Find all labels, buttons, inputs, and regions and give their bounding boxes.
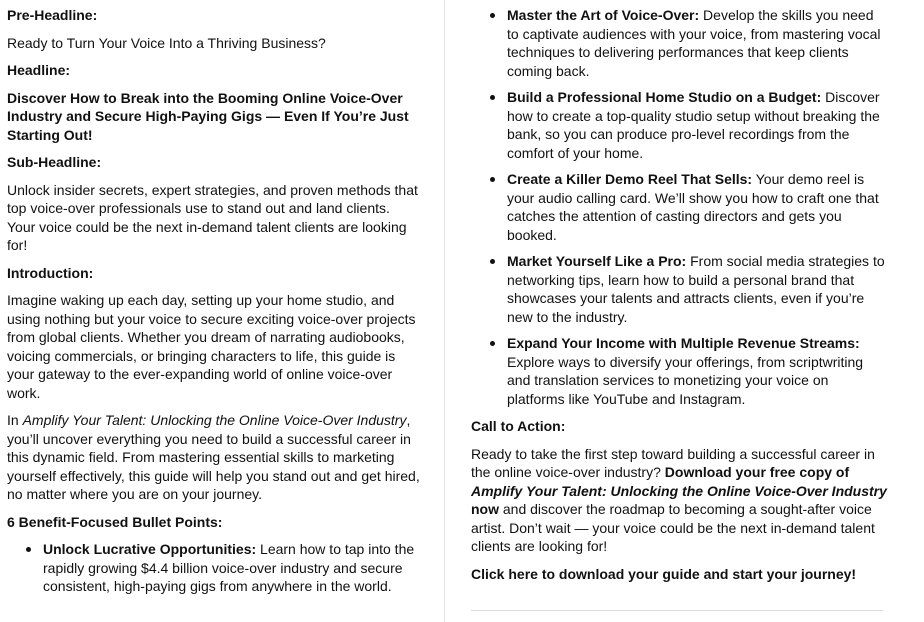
introduction-text: Imagine waking up each day, setting up your home studio, and using nothing but your voice to secure exciting voice-over projects from global clients. Whether you dream of narrating audiobooks, voicing commercials, or bringing characters to life, this guide is your gateway to the ever-expanding world of online voice-over work. — [7, 292, 416, 401]
introduction-paragraph-2 — [7, 411, 421, 504]
bullets-label: 6 Benefit-Focused Bullet Points: — [7, 513, 223, 530]
intro2-suffix: , you’ll uncover everything you need to build a successful career in this dynamic field. From mastering essential skills to marketing yourself effectively, this guide will help you stand out and get hired, no matter where you are on your journey. — [7, 412, 420, 502]
call-to-action-label: Call to Action: — [471, 418, 566, 434]
bullet-text: Your demo reel is your audio calling card. We’ll show you how to craft one that catches the attention of casting directors and gets you booked. — [507, 171, 879, 243]
pre-headline-text: Ready to Turn Your Voice Into a Thriving Business? — [7, 34, 326, 51]
guide-title: Amplify Your Talent: Unlocking the Online Voice-Over Industry — [22, 412, 407, 428]
bullet-title: Expand Your Income with Multiple Revenue Streams: — [507, 335, 860, 351]
bullet-text: Discover how to create a top-quality studio setup without breaking the bank, so you can produce pro-level recordings from the comfort of your home. — [507, 89, 880, 161]
bullet-title: Unlock Lucrative Opportunities: — [43, 541, 257, 557]
bullet-title: Build a Professional Home Studio on a Budget: — [507, 89, 822, 105]
bullet-title: Create a Killer Demo Reel That Sells: — [507, 171, 753, 187]
bullet-text: Explore ways to diversify your offerings, from scriptwriting and translation services to monetizing your voice on platforms like YouTube and Instagram. — [507, 353, 864, 407]
bullet-title: Market Yourself Like a Pro: — [507, 253, 687, 269]
headline-label: Headline: — [7, 62, 71, 78]
pre-headline-label: Pre-Headline: — [7, 7, 98, 23]
right-column — [471, 6, 887, 583]
bullet-title: Master the Art of Voice-Over: — [507, 7, 700, 23]
bullet-text: From social media strategies to networking tips, learn how to build a personal brand that showcases your talents and attracts clients, even if you’re new to the industry. — [507, 253, 885, 325]
introduction-label: Introduction: — [7, 264, 94, 281]
bullet-text: Develop the skills you need to captivate audiences with your voice, from mastering vocal techniques to delivering performances that keep clients coming back. — [507, 7, 881, 79]
bullet-item — [471, 252, 887, 326]
bullet-item — [471, 334, 887, 408]
cta-download: Download your free copy of — [664, 464, 850, 480]
headline-text: Discover How to Break into the Booming Online Voice-Over Industry and Secure High-Paying Gigs — Even If You’re Just Starting Out! — [7, 89, 409, 143]
call-to-action-text — [471, 445, 887, 556]
left-column — [7, 6, 421, 605]
download-guide-link[interactable]: Click here to download your guide and start your journey! — [471, 565, 857, 582]
cta-prefix: Ready to take the first step toward building a successful career in the online voice-over industry? — [471, 445, 875, 480]
bullet-item — [471, 88, 887, 162]
bottom-divider — [471, 610, 883, 611]
bullet-item — [471, 6, 887, 80]
subheadline-label: Sub-Headline: — [7, 154, 102, 170]
subheadline-text: Unlock insider secrets, expert strategies, and proven methods that top voice-over professionals use to stand out and land clients. Your voice could be the next in-demand talent clients are looking for! — [7, 181, 418, 253]
column-divider — [444, 0, 445, 622]
bullet-list-right — [471, 6, 887, 408]
bullet-item — [471, 170, 887, 244]
cta-suffix: and discover the roadmap to becoming a sought-after voice artist. Don’t wait — your voice could be the next in-demand talent clients are looking for! — [471, 501, 875, 554]
bullet-text: Learn how to tap into the rapidly growing $4.4 billion voice-over industry and secure consistent, high-paying gigs from anywhere in the world. — [43, 541, 415, 594]
cta-now: now — [471, 501, 499, 517]
bullet-item — [7, 540, 421, 596]
intro2-prefix: In — [7, 412, 23, 428]
bullet-list-left — [7, 540, 421, 596]
cta-guide-title: Amplify Your Talent: Unlocking the Online Voice-Over Industry — [471, 482, 887, 499]
